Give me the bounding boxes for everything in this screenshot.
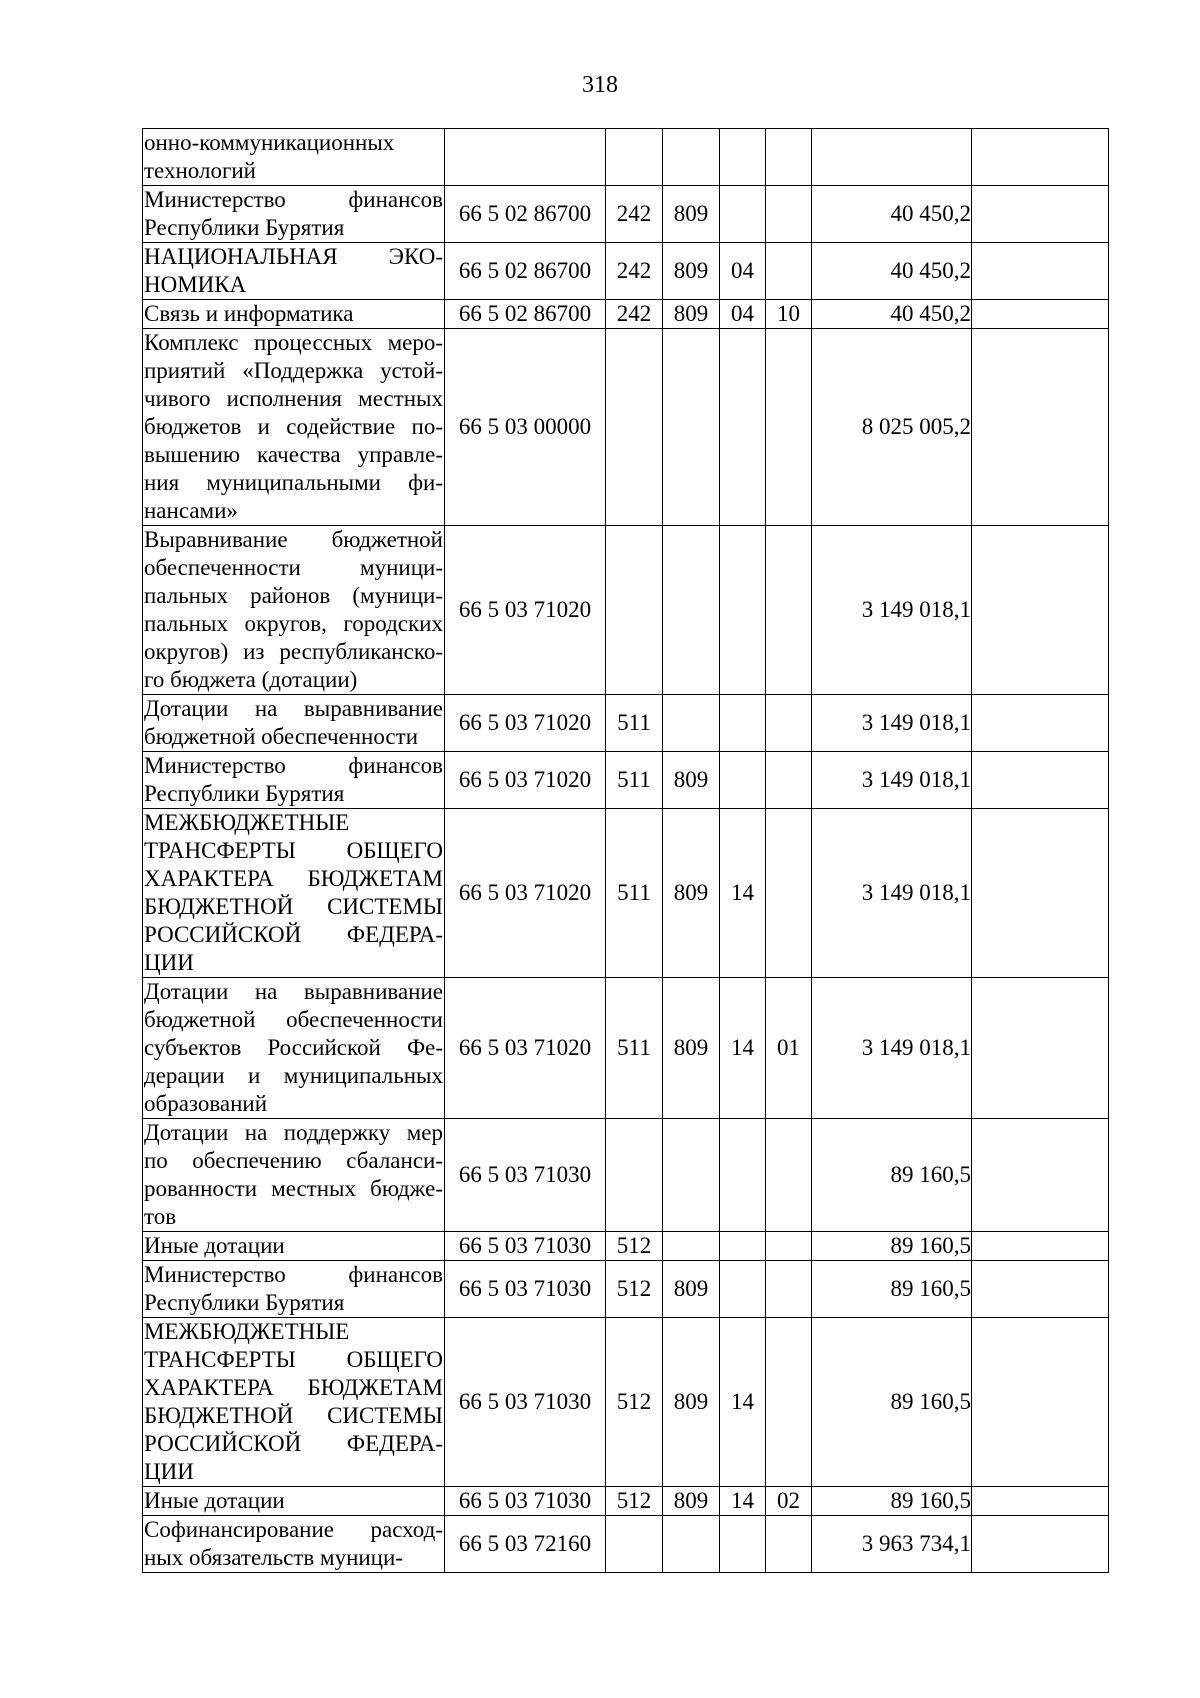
description-line: субъектов Российской Фе- (144, 1035, 443, 1060)
cell-amount: 40 450,2 (812, 300, 972, 329)
cell-description (143, 1487, 445, 1516)
cell-target-article-code: 66 5 03 72160 (445, 1516, 606, 1573)
cell-expense-type-code: 511 (606, 695, 663, 752)
cell-expense-type-code: 511 (606, 978, 663, 1119)
cell-empty (972, 752, 1109, 809)
cell-target-article-code: 66 5 02 86700 (445, 300, 606, 329)
table-row (143, 1261, 1109, 1318)
description-line: обеспеченности муници- (144, 555, 443, 580)
cell-target-article-code: 66 5 03 71030 (445, 1119, 606, 1232)
description-line: Иные дотации (144, 1488, 285, 1513)
cell-target-article-code: 66 5 03 71030 (445, 1318, 606, 1487)
description-line: Республики Бурятия (144, 1290, 345, 1315)
cell-expense-type-code (606, 1516, 663, 1573)
description-line: Дотации на выравнивание (144, 696, 443, 721)
table-row (143, 129, 1109, 186)
cell-expense-type-code (606, 129, 663, 186)
cell-subsection-code: 01 (766, 978, 812, 1119)
cell-description (143, 978, 445, 1119)
cell-empty (972, 1487, 1109, 1516)
cell-target-article-code: 66 5 03 71020 (445, 526, 606, 695)
cell-section-code (720, 1261, 766, 1318)
cell-target-article-code: 66 5 03 71030 (445, 1487, 606, 1516)
cell-empty (972, 695, 1109, 752)
cell-section-code (720, 695, 766, 752)
description-line: тов (144, 1204, 177, 1229)
cell-admin-code (663, 1119, 720, 1232)
cell-admin-code (663, 1516, 720, 1573)
cell-expense-type-code: 512 (606, 1232, 663, 1261)
cell-admin-code: 809 (663, 1261, 720, 1318)
description-line: образований (144, 1091, 268, 1116)
description-line: дерации и муниципальных (144, 1063, 443, 1088)
cell-amount: 89 160,5 (812, 1119, 972, 1232)
cell-admin-code: 809 (663, 1318, 720, 1487)
cell-section-code (720, 186, 766, 243)
description-line: вышению качества управле- (144, 442, 443, 467)
cell-description (143, 809, 445, 978)
cell-target-article-code: 66 5 03 71030 (445, 1232, 606, 1261)
cell-section-code (720, 1232, 766, 1261)
description-line: ХАРАКТЕРА БЮДЖЕТАМ (144, 1375, 443, 1400)
cell-subsection-code (766, 129, 812, 186)
cell-amount: 40 450,2 (812, 186, 972, 243)
cell-target-article-code: 66 5 02 86700 (445, 243, 606, 300)
description-line: НАЦИОНАЛЬНАЯ ЭКО- (144, 244, 443, 269)
cell-section-code (720, 329, 766, 526)
description-line: пальных округов, городских (144, 611, 443, 636)
cell-admin-code (663, 526, 720, 695)
cell-empty (972, 1516, 1109, 1573)
cell-subsection-code (766, 329, 812, 526)
cell-admin-code (663, 329, 720, 526)
table-row (143, 978, 1109, 1119)
description-line: чивого исполнения местных (144, 386, 443, 411)
cell-amount: 3 149 018,1 (812, 526, 972, 695)
cell-admin-code: 809 (663, 809, 720, 978)
description-line: Республики Бурятия (144, 215, 345, 240)
cell-section-code: 04 (720, 300, 766, 329)
description-line: ТРАНСФЕРТЫ ОБЩЕГО (144, 838, 443, 863)
cell-target-article-code: 66 5 03 71020 (445, 695, 606, 752)
description-line: пальных районов (муници- (144, 583, 443, 608)
description-line: бюджетов и содействие по- (144, 414, 443, 439)
description-line: ТРАНСФЕРТЫ ОБЩЕГО (144, 1347, 443, 1372)
description-line: приятий «Поддержка устой- (144, 358, 443, 383)
cell-amount: 3 149 018,1 (812, 978, 972, 1119)
cell-description (143, 329, 445, 526)
cell-empty (972, 300, 1109, 329)
cell-admin-code (663, 129, 720, 186)
description-line: Софинансирование расход- (144, 1517, 443, 1542)
description-line: Дотации на выравнивание (144, 979, 443, 1004)
cell-subsection-code (766, 809, 812, 978)
cell-subsection-code (766, 1261, 812, 1318)
description-line: ния муниципальными фи- (144, 470, 443, 495)
cell-section-code: 14 (720, 1487, 766, 1516)
cell-subsection-code (766, 752, 812, 809)
description-line: рованности местных бюдже- (144, 1176, 443, 1201)
cell-description (143, 1119, 445, 1232)
table-row (143, 1318, 1109, 1487)
table-row (143, 752, 1109, 809)
cell-target-article-code: 66 5 02 86700 (445, 186, 606, 243)
cell-subsection-code: 10 (766, 300, 812, 329)
table-row (143, 243, 1109, 300)
table-row (143, 526, 1109, 695)
cell-expense-type-code: 512 (606, 1318, 663, 1487)
table-row (143, 300, 1109, 329)
cell-empty (972, 243, 1109, 300)
cell-amount: 3 149 018,1 (812, 752, 972, 809)
cell-description (143, 1318, 445, 1487)
cell-description (143, 752, 445, 809)
table-row (143, 1516, 1109, 1573)
cell-amount: 89 160,5 (812, 1261, 972, 1318)
cell-amount: 3 963 734,1 (812, 1516, 972, 1573)
table-row (143, 1232, 1109, 1261)
cell-subsection-code (766, 695, 812, 752)
cell-amount: 3 149 018,1 (812, 809, 972, 978)
cell-expense-type-code (606, 329, 663, 526)
description-line: нансами» (144, 498, 238, 523)
description-line: ЦИИ (144, 1459, 194, 1484)
description-line: бюджетной обеспеченности (144, 724, 419, 749)
cell-empty (972, 809, 1109, 978)
cell-target-article-code (445, 129, 606, 186)
cell-section-code (720, 1119, 766, 1232)
description-line: БЮДЖЕТНОЙ СИСТЕМЫ (144, 1403, 443, 1428)
cell-amount: 89 160,5 (812, 1232, 972, 1261)
cell-expense-type-code: 512 (606, 1261, 663, 1318)
cell-section-code (720, 129, 766, 186)
description-line: ных обязательств муници- (144, 1545, 403, 1570)
description-line: по обеспечению сбаланси- (144, 1148, 443, 1173)
cell-description (143, 129, 445, 186)
cell-expense-type-code (606, 1119, 663, 1232)
cell-target-article-code: 66 5 03 71020 (445, 809, 606, 978)
cell-admin-code: 809 (663, 300, 720, 329)
cell-description (143, 1232, 445, 1261)
cell-amount: 40 450,2 (812, 243, 972, 300)
table-row (143, 329, 1109, 526)
cell-description (143, 186, 445, 243)
description-line: технологий (144, 158, 256, 183)
cell-section-code: 14 (720, 1318, 766, 1487)
table-body (143, 129, 1109, 1573)
cell-empty (972, 186, 1109, 243)
cell-subsection-code: 02 (766, 1487, 812, 1516)
cell-empty (972, 1261, 1109, 1318)
description-line: Министерство финансов (144, 187, 443, 212)
cell-subsection-code (766, 1119, 812, 1232)
description-line: округов) из республиканско- (144, 639, 443, 664)
cell-subsection-code (766, 1516, 812, 1573)
description-line: Министерство финансов (144, 1262, 443, 1287)
description-line: РОССИЙСКОЙ ФЕДЕРА- (144, 922, 443, 947)
cell-description (143, 695, 445, 752)
cell-subsection-code (766, 1232, 812, 1261)
cell-description (143, 526, 445, 695)
cell-description (143, 1516, 445, 1573)
cell-subsection-code (766, 526, 812, 695)
cell-empty (972, 978, 1109, 1119)
cell-section-code: 04 (720, 243, 766, 300)
table-row (143, 695, 1109, 752)
page-number: 318 (582, 72, 618, 98)
cell-empty (972, 526, 1109, 695)
cell-empty (972, 329, 1109, 526)
cell-admin-code: 809 (663, 186, 720, 243)
description-line: Министерство финансов (144, 753, 443, 778)
cell-subsection-code (766, 186, 812, 243)
cell-expense-type-code: 512 (606, 1487, 663, 1516)
cell-expense-type-code: 511 (606, 752, 663, 809)
cell-section-code: 14 (720, 978, 766, 1119)
cell-expense-type-code: 242 (606, 186, 663, 243)
cell-section-code (720, 752, 766, 809)
description-line: Республики Бурятия (144, 781, 345, 806)
cell-target-article-code: 66 5 03 71020 (445, 978, 606, 1119)
cell-subsection-code (766, 243, 812, 300)
cell-section-code (720, 1516, 766, 1573)
description-line: БЮДЖЕТНОЙ СИСТЕМЫ (144, 894, 443, 919)
cell-subsection-code (766, 1318, 812, 1487)
table-row (143, 1119, 1109, 1232)
cell-target-article-code: 66 5 03 00000 (445, 329, 606, 526)
cell-admin-code (663, 1232, 720, 1261)
description-line: Связь и информатика (144, 301, 354, 326)
cell-expense-type-code: 242 (606, 243, 663, 300)
table-row (143, 186, 1109, 243)
cell-amount: 8 025 005,2 (812, 329, 972, 526)
cell-description (143, 243, 445, 300)
cell-amount: 89 160,5 (812, 1487, 972, 1516)
cell-target-article-code: 66 5 03 71030 (445, 1261, 606, 1318)
description-line: РОССИЙСКОЙ ФЕДЕРА- (144, 1431, 443, 1456)
description-line: бюджетной обеспеченности (144, 1007, 443, 1032)
description-line: го бюджета (дотации) (144, 667, 358, 692)
description-line: онно-коммуникационных (144, 130, 395, 155)
description-line: ХАРАКТЕРА БЮДЖЕТАМ (144, 866, 443, 891)
cell-admin-code: 809 (663, 978, 720, 1119)
cell-expense-type-code: 511 (606, 809, 663, 978)
cell-description (143, 1261, 445, 1318)
description-line: Выравнивание бюджетной (144, 527, 443, 552)
cell-empty (972, 1318, 1109, 1487)
description-line: Дотации на поддержку мер (144, 1120, 443, 1145)
budget-table (142, 128, 1109, 1573)
cell-target-article-code: 66 5 03 71020 (445, 752, 606, 809)
table-row (143, 1487, 1109, 1516)
cell-expense-type-code: 242 (606, 300, 663, 329)
cell-description (143, 300, 445, 329)
description-line: Комплекс процессных меро- (144, 330, 443, 355)
cell-admin-code: 809 (663, 1487, 720, 1516)
cell-empty (972, 129, 1109, 186)
description-line: ЦИИ (144, 950, 194, 975)
cell-admin-code: 809 (663, 243, 720, 300)
table-row (143, 809, 1109, 978)
cell-expense-type-code (606, 526, 663, 695)
cell-amount (812, 129, 972, 186)
cell-admin-code (663, 695, 720, 752)
description-line: МЕЖБЮДЖЕТНЫЕ (144, 1319, 350, 1344)
cell-empty (972, 1119, 1109, 1232)
cell-admin-code: 809 (663, 752, 720, 809)
description-line: НОМИКА (144, 272, 247, 297)
description-line: Иные дотации (144, 1233, 285, 1258)
cell-empty (972, 1232, 1109, 1261)
cell-amount: 3 149 018,1 (812, 695, 972, 752)
cell-section-code (720, 526, 766, 695)
cell-amount: 89 160,5 (812, 1318, 972, 1487)
description-line: МЕЖБЮДЖЕТНЫЕ (144, 810, 350, 835)
cell-section-code: 14 (720, 809, 766, 978)
